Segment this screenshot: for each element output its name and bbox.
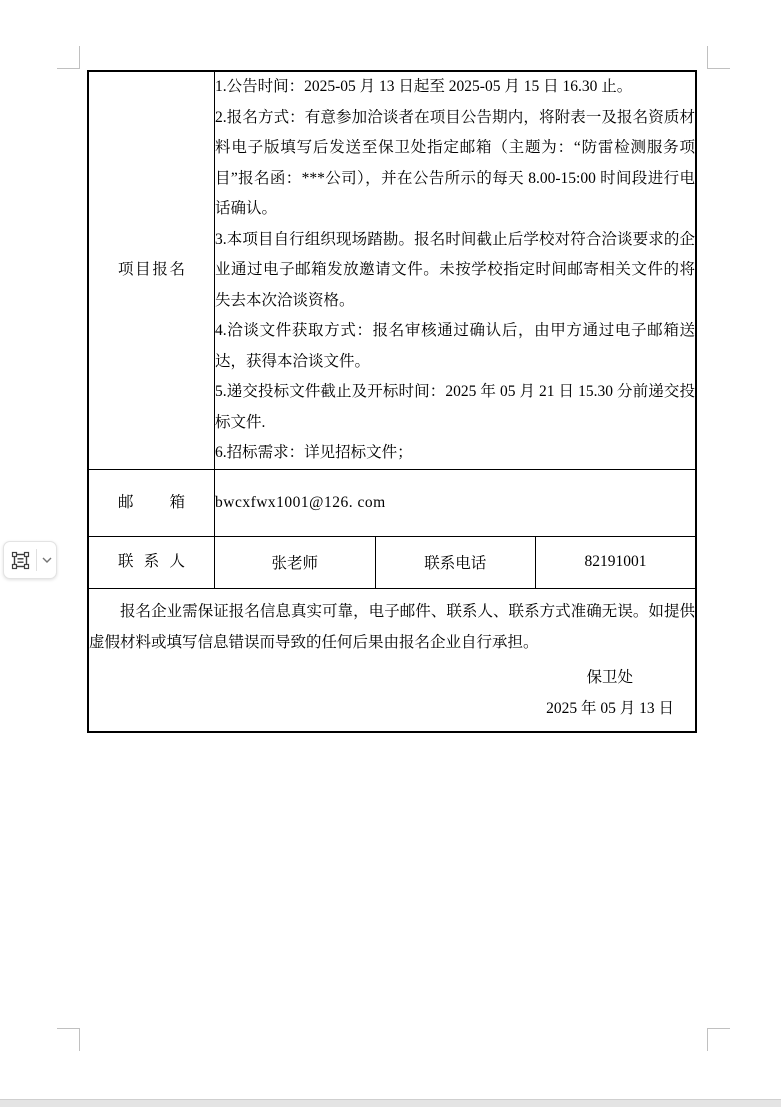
email-value: bwcxfwx1001@126. com bbox=[215, 493, 386, 511]
table-row bbox=[88, 71, 696, 469]
registration-item-3: 3.本项目自行组织现场踏勘。报名时间截止后学校对符合洽谈要求的企业通过电子邮箱发放邀请文件。未按学校指定时间邮寄相关文件的将失去本次洽谈资格。 bbox=[215, 230, 695, 309]
phone-value-cell bbox=[536, 536, 697, 588]
signature-date: 2025 年 05 月 13 日 bbox=[546, 700, 674, 718]
registration-item-2: 2.报名方式：有意参加洽谈者在项目公告期内，将附表一及报名资质材料电子版填写后发送至保卫处指定邮箱（主题为：“防雷检测服务项目”报名函：***公司），并在公告所示的每天 8.00-15:00 时间段进行电话确认。 bbox=[215, 108, 695, 217]
footer-note: 报名企业需保证报名信息真实可靠，电子邮件、联系人、联系方式准确无误。如提供虚假材料或填写信息错误而导致的任何后果由报名企业自行承担。 bbox=[89, 603, 695, 652]
registration-item-6: 6.招标需求：详见招标文件； bbox=[215, 444, 413, 461]
project-registration-label-cell bbox=[88, 71, 215, 469]
email-label: 邮箱 bbox=[118, 493, 185, 511]
crop-mark-top-right bbox=[707, 46, 730, 69]
phone-value: 82191001 bbox=[584, 553, 647, 570]
toolbar-dropdown-button[interactable] bbox=[37, 542, 56, 578]
crop-mark-bottom-right bbox=[707, 1028, 730, 1051]
phone-label-cell bbox=[375, 536, 536, 588]
email-value-cell bbox=[215, 469, 697, 536]
crop-mark-bottom-left bbox=[57, 1028, 80, 1051]
phone-label: 联系电话 bbox=[424, 555, 487, 572]
contact-label: 联系人 bbox=[118, 553, 185, 570]
registration-item-1: 1.公告时间：2025-05 月 13 日起至 2025-05 月 15 日 16.30 止。 bbox=[215, 78, 633, 95]
table-row bbox=[88, 536, 696, 588]
crop-mark-top-left bbox=[57, 46, 80, 69]
project-registration-label: 项目报名 bbox=[118, 261, 185, 279]
registration-table bbox=[87, 70, 697, 733]
table-select-button[interactable] bbox=[4, 542, 36, 578]
contact-name: 张老师 bbox=[271, 555, 318, 572]
table-row bbox=[88, 588, 696, 732]
table-margin-toolbar bbox=[3, 541, 57, 579]
registration-item-5: 5.递交投标文件截止及开标时间：2025 年 05 月 21 日 15.30 分前递交投标文件. bbox=[215, 383, 695, 431]
project-registration-content-cell bbox=[215, 71, 697, 469]
registration-item-4: 4.洽谈文件获取方式：报名审核通过确认后，由甲方通过电子邮箱送达，获得本洽谈文件。 bbox=[215, 322, 695, 370]
contact-name-cell bbox=[215, 536, 376, 588]
contact-label-cell bbox=[88, 536, 215, 588]
table-row bbox=[88, 469, 696, 536]
page-bottom-edge bbox=[0, 1099, 781, 1107]
email-label-cell bbox=[88, 469, 215, 536]
signer-name: 保卫处 bbox=[586, 669, 633, 687]
footer-note-cell bbox=[88, 588, 696, 732]
table-select-icon bbox=[11, 551, 30, 570]
chevron-down-icon bbox=[42, 557, 52, 563]
